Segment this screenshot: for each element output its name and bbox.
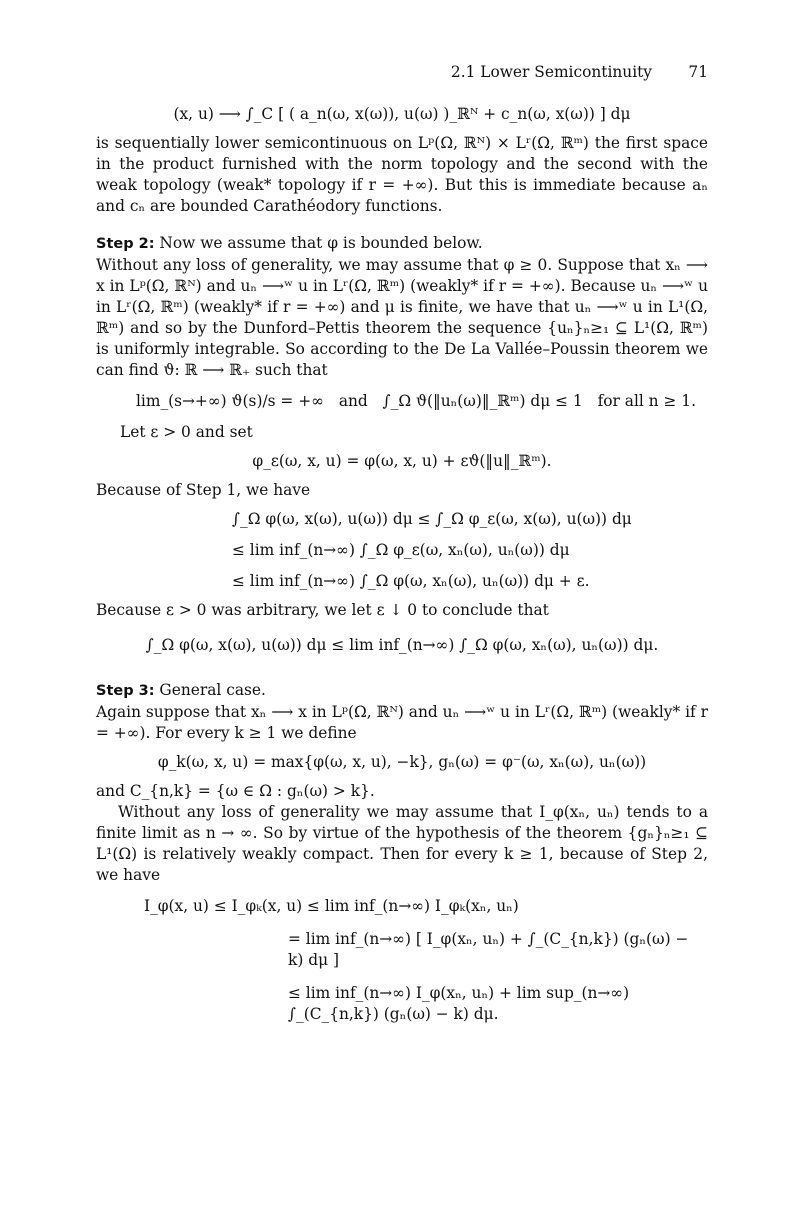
paragraph-arbitrary-epsilon: Because ε > 0 was arbitrary, we let ε ↓ 0 to conclude that bbox=[96, 601, 549, 619]
equation-and: and bbox=[338, 392, 368, 410]
paragraph-semicontinuity: is sequentially lower semicontinuous on Lᵖ(Ω, ℝᴺ) × Lʳ(Ω, ℝᵐ) the first space in the product furnished with the norm topology and the second with the weak topology (weak* topology if r = +∞). But this is immediate because aₙ and cₙ are bounded Carathéodory functions. bbox=[96, 134, 708, 215]
step-3-text: General case. bbox=[154, 681, 266, 699]
equation-limit: lim_(s→+∞) ϑ(s)/s = +∞ bbox=[136, 392, 324, 410]
equation-final-line-2: = lim inf_(n→∞) [ I_φ(xₙ, uₙ) + ∫_(C_{n,k}) (gₙ(ω) − k) dμ ] bbox=[288, 930, 689, 969]
equation-for-all: for all n ≥ 1. bbox=[597, 392, 696, 410]
equation-final bbox=[96, 896, 708, 1025]
page-body bbox=[96, 96, 708, 1031]
step-3-heading bbox=[96, 680, 708, 702]
step-2-label: Step 2: bbox=[96, 236, 155, 252]
section-title: 2.1 Lower Semicontinuity bbox=[450, 63, 652, 81]
paragraph-step-1-ref: Because of Step 1, we have bbox=[96, 481, 311, 499]
paragraph-step-2: Without any loss of generality, we may assume that φ ≥ 0. Suppose that xₙ ⟶ x in Lᵖ(Ω, ℝᴺ) and uₙ ⟶ʷ u in Lʳ(Ω, ℝᵐ) (weakly* if r = +∞). Because uₙ ⟶ʷ u in Lʳ(Ω, ℝᵐ) (weakly* if r = +∞) and μ is finite, we have that uₙ ⟶ʷ u in L¹(Ω, ℝᵐ) and so by the Dunford–Pettis theorem the sequence {uₙ}ₙ≥₁ ⊆ L¹(Ω, ℝᵐ) is uniformly integrable. So according to the De La Vallée–Poussin theorem we can find ϑ: ℝ ⟶ ℝ₊ such that bbox=[96, 256, 708, 379]
equation-limit-row bbox=[136, 391, 696, 412]
equation-phi-epsilon: φ_ε(ω, x, u) = φ(ω, x, u) + εϑ(‖u‖_ℝᵐ). bbox=[252, 452, 552, 470]
equation-chain-line-2: ≤ lim inf_(n→∞) ∫_Ω φ_ε(ω, xₙ(ω), uₙ(ω)) dμ bbox=[232, 541, 570, 559]
paragraph-let-epsilon: Let ε > 0 and set bbox=[120, 423, 253, 441]
equation-final-line-1: I_φ(x, u) ≤ I_φₖ(x, u) ≤ lim inf_(n→∞) I_φₖ(xₙ, uₙ) bbox=[144, 897, 519, 915]
step-2-text: Now we assume that φ is bounded below. bbox=[154, 234, 483, 252]
equation-chain-line-1: ∫_Ω φ(ω, x(ω), u(ω)) dμ ≤ ∫_Ω φ_ε(ω, x(ω), u(ω)) dμ bbox=[232, 510, 632, 528]
paragraph-c-nk: and C_{n,k} = {ω ∈ Ω : gₙ(ω) > k}. bbox=[96, 782, 375, 800]
equation-functional: (x, u) ⟶ ∫_C [ ( a_n(ω, x(ω)), u(ω) )_ℝᴺ + c_n(ω, x(ω)) ] dμ bbox=[173, 105, 631, 123]
step-2-heading bbox=[96, 233, 708, 255]
equation-integral-bound: ∫_Ω ϑ(‖uₙ(ω)‖_ℝᵐ) dμ ≤ 1 bbox=[382, 392, 583, 410]
equation-chain bbox=[144, 509, 708, 592]
paragraph-step-3: Again suppose that xₙ ⟶ x in Lᵖ(Ω, ℝᴺ) and uₙ ⟶ʷ u in Lʳ(Ω, ℝᵐ) (weakly* if r = +∞). For every k ≥ 1 we define bbox=[96, 703, 708, 742]
equation-conclusion: ∫_Ω φ(ω, x(ω), u(ω)) dμ ≤ lim inf_(n→∞) ∫_Ω φ(ω, xₙ(ω), uₙ(ω)) dμ. bbox=[145, 636, 659, 654]
page-number: 71 bbox=[688, 63, 708, 81]
paragraph-weak-compact: Without any loss of generality we may assume that I_φ(xₙ, uₙ) tends to a finite limit as n → ∞. So by virtue of the hypothesis of the theorem {gₙ}ₙ≥₁ ⊆ L¹(Ω) is relatively weakly compact. Then for every k ≥ 1, because of Step 2, we have bbox=[96, 803, 708, 884]
step-3-label: Step 3: bbox=[96, 683, 155, 699]
equation-final-line-3: ≤ lim inf_(n→∞) I_φ(xₙ, uₙ) + lim sup_(n→∞) ∫_(C_{n,k}) (gₙ(ω) − k) dμ. bbox=[288, 984, 630, 1023]
equation-chain-line-3: ≤ lim inf_(n→∞) ∫_Ω φ(ω, xₙ(ω), uₙ(ω)) dμ + ε. bbox=[232, 572, 590, 590]
equation-phi-k: φ_k(ω, x, u) = max{φ(ω, x, u), −k}, gₙ(ω) = φ⁻(ω, xₙ(ω), uₙ(ω)) bbox=[157, 753, 647, 771]
running-header bbox=[96, 62, 708, 84]
